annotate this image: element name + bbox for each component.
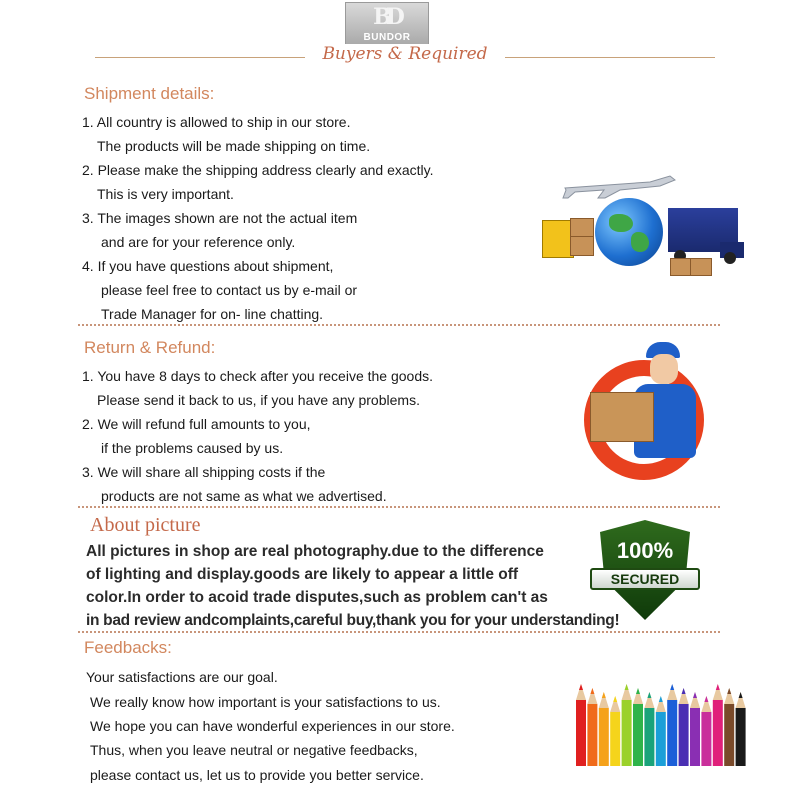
pencil-icon xyxy=(633,688,643,766)
refund-line-3: 2. We will refund full amounts to you, xyxy=(82,416,311,432)
globe-icon xyxy=(595,198,663,266)
secured-badge xyxy=(590,518,700,622)
pencil-icon xyxy=(599,692,609,766)
feedbacks-line-3: We hope you can have wonderful experiences in our store. xyxy=(90,718,455,734)
page-title: Buyers & Required xyxy=(305,44,505,64)
shipment-line-2: The products will be made shipping on time. xyxy=(97,138,371,154)
shipping-illustration xyxy=(540,170,750,280)
feedbacks-heading: Feedbacks: xyxy=(84,638,172,657)
pencil-icon xyxy=(713,684,723,766)
pencil-icon xyxy=(587,688,597,766)
face-icon xyxy=(650,354,678,384)
brand-logo xyxy=(345,2,429,46)
pencil-icon xyxy=(690,692,700,766)
about-line-4: in bad review andcomplaints,careful buy,thank you for your understanding! xyxy=(86,612,620,629)
shipment-line-7: 4. If you have questions about shipment, xyxy=(82,258,334,274)
airplane-icon xyxy=(560,170,680,200)
shipment-line-3: 2. Please make the shipping address clearly and exactly. xyxy=(82,162,434,178)
badge-label: SECURED xyxy=(590,568,700,590)
pencil-icon xyxy=(610,696,620,766)
shipment-line-5: 3. The images shown are not the actual item xyxy=(82,210,358,226)
refund-line-2: Please send it back to us, if you have any problems. xyxy=(97,392,420,408)
about-heading: About picture xyxy=(90,514,201,536)
crate-icon xyxy=(570,218,594,238)
divider xyxy=(78,506,720,508)
box-icon xyxy=(590,392,654,442)
about-line-2: of lighting and display.goods are likely to appear a little off xyxy=(86,566,519,583)
feedbacks-line-1: Your satisfactions are our goal. xyxy=(86,669,278,685)
header-rule-left xyxy=(95,57,305,58)
pencil-icon xyxy=(576,684,586,766)
feedbacks-line-2: We really know how important is your satisfactions to us. xyxy=(90,694,441,710)
pencil-icon xyxy=(701,696,711,766)
shipment-line-1: 1. All country is allowed to ship in our store. xyxy=(82,114,351,130)
about-line-3: color.In order to acoid trade disputes,such as problem can't as xyxy=(86,589,548,606)
logo-mark: BD xyxy=(373,4,399,30)
header-rule-right xyxy=(505,57,715,58)
refund-line-6: products are not same as what we advertised. xyxy=(101,488,387,504)
pencil-icon xyxy=(736,692,746,766)
logo-text: BUNDOR xyxy=(363,32,411,43)
colored-pencils-icon xyxy=(572,676,752,768)
feedbacks-line-5: please contact us, let us to provide you better service. xyxy=(90,767,424,783)
refund-line-4: if the problems caused by us. xyxy=(101,440,284,456)
feedbacks-line-4: Thus, when you leave neutral or negative feedbacks, xyxy=(90,742,418,758)
pencil-icon xyxy=(667,684,677,766)
pencil-icon xyxy=(679,688,689,766)
shipment-line-9: Trade Manager for on- line chatting. xyxy=(101,306,324,322)
badge-percent: 100% xyxy=(616,538,674,563)
refund-heading: Return & Refund: xyxy=(84,338,216,357)
about-line-1: All pictures in shop are real photography.due to the difference xyxy=(86,543,544,560)
divider xyxy=(78,631,720,633)
pencil-icon xyxy=(656,696,666,766)
divider xyxy=(78,324,720,326)
pencil-icon xyxy=(622,684,632,766)
refund-line-5: 3. We will share all shipping costs if the xyxy=(82,464,326,480)
shipment-line-6: and are for your reference only. xyxy=(101,234,296,250)
shipment-heading: Shipment details: xyxy=(84,84,215,103)
shipment-line-4: This is very important. xyxy=(97,186,234,202)
refund-line-1: 1. You have 8 days to check after you receive the goods. xyxy=(82,368,434,384)
pencil-icon xyxy=(644,692,654,766)
shipment-line-8: please feel free to contact us by e-mail or xyxy=(101,282,358,298)
delivery-illustration xyxy=(580,342,720,482)
pencil-icon xyxy=(724,688,734,766)
